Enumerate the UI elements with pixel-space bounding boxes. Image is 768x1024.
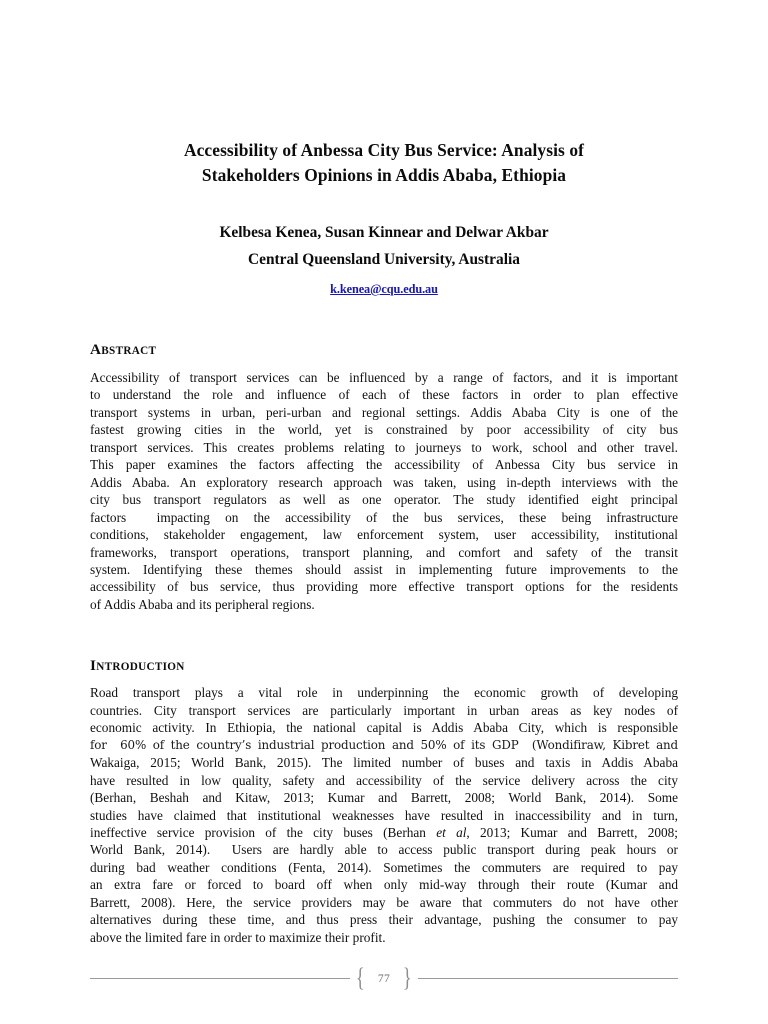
abstract-heading-initial: A	[90, 341, 102, 358]
title-line-1: Accessibility of Anbessa City Bus Service: Analysis of	[183, 140, 585, 160]
introduction-line: Wakaiga, 2015; World Bank, 2015). The limited number of buses and taxis in Addis Ababa	[90, 755, 678, 771]
abstract-last-line: of Addis Ababa and its peripheral regions.	[90, 596, 315, 612]
abstract-line: conditions, stakeholder engagement, law enforcement system, user accessibility, institutional	[90, 527, 678, 543]
page-footer	[90, 963, 678, 993]
introduction-paragraph	[90, 675, 678, 946]
introduction-line: World Bank, 2014). Users are hardly able to access public transport during peak hours or	[90, 842, 678, 858]
author-email-link[interactable]: k.kenea@cqu.edu.au	[330, 282, 438, 296]
introduction-line: Road transport plays a vital role in underpinning the economic growth of developing	[90, 685, 678, 701]
author-email-line	[90, 273, 678, 297]
brace-open-glyph: {	[356, 963, 366, 992]
paper-title	[90, 0, 678, 188]
citation-et-al: et al	[436, 824, 467, 840]
citation-text-before: ineffective service provision of the city buses (Berhan	[90, 824, 437, 840]
abstract-line: factors impacting on the accessibility of the bus services, these being infrastructure	[90, 509, 678, 525]
section-heading-introduction	[90, 613, 678, 675]
footer-rule-right	[418, 978, 678, 979]
introduction-citation-line	[90, 824, 678, 841]
author-block	[90, 188, 678, 297]
abstract-line: This paper examines the factors affecting the accessibility of Anbessa City bus service in	[90, 457, 678, 473]
introduction-line: alternatives during these time, and thus press their advantage, pushing the consumer to pay	[90, 912, 678, 928]
page-content	[90, 0, 678, 946]
abstract-heading-rest: BSTRACT	[101, 345, 157, 357]
citation-text-after: , 2013; Kumar and Barrett, 2008;	[466, 824, 678, 840]
introduction-line: an extra fare or forced to board off when only mid-way through their route (Kumar and	[90, 877, 678, 893]
abstract-line: transport services. This creates problems relating to journeys to work, school and other travel.	[90, 439, 678, 455]
section-heading-abstract	[90, 297, 678, 359]
abstract-line: accessibility of bus service, thus providing more effective transport options for the residents	[90, 579, 678, 595]
abstract-line: Addis Ababa. An exploratory research approach was taken, using in-depth interviews with the	[90, 474, 678, 490]
abstract-line: frameworks, transport operations, transport planning, and comfort and safety of the transit	[90, 544, 678, 560]
introduction-line: studies have claimed that institutional weaknesses have resulted in inaccessibility and in turn,	[90, 807, 678, 823]
author-names: Kelbesa Kenea, Susan Kinnear and Delwar Akbar	[219, 224, 549, 241]
abstract-line: system. Identifying these themes should assist in implementing future improvements to the	[90, 561, 678, 577]
introduction-line: have resulted in low quality, safety and accessibility of the service delivery across the city	[90, 772, 678, 788]
introduction-line: (Berhan, Beshah and Kitaw, 2013; Kumar and Barrett, 2008; World Bank, 2014). Some	[90, 790, 678, 806]
page-number: 77	[377, 971, 391, 985]
abstract-line: Accessibility of transport services can be influenced by a range of factors, and it is important	[90, 370, 678, 385]
abstract-line: city bus transport regulators as well as one operator. The study identified eight principal	[90, 492, 678, 508]
abstract-line: fastest growing cities in the world, yet is constrained by poor accessibility of city bus	[90, 422, 678, 438]
brace-close-glyph: }	[402, 963, 412, 992]
introduction-line: during bad weather conditions (Fenta, 2014). Sometimes the commuters are required to pay	[90, 859, 678, 875]
introduction-heading-initial: I	[90, 657, 97, 675]
introduction-heading-rest: NTRODUCTION	[96, 661, 185, 674]
introduction-line: countries. City transport services are particularly important in urban areas as key nodes of	[90, 702, 678, 718]
introduction-line: economic activity. In Ethiopia, the national capital is Addis Ababa City, which is responsible	[90, 720, 678, 736]
introduction-line-substituted-font: for 60% of the country’s industrial production and 50% of its GDP (Wondifiraw, Kibret and	[90, 737, 678, 752]
abstract-line: to understand the role and influence of each of these factors in order to plan effective	[90, 387, 678, 403]
title-line-2: Stakeholders Opinions in Addis Ababa, Ethiopia	[201, 165, 567, 185]
page-number-badge	[350, 965, 417, 991]
introduction-last-line: above the limited fare in order to maximize their profit.	[90, 929, 386, 945]
abstract-paragraph	[90, 359, 678, 613]
introduction-line: Barrett, 2008). Here, the service providers may be aware that commuters do not have other	[90, 894, 678, 910]
author-affiliation: Central Queensland University, Australia	[248, 251, 520, 268]
abstract-line: transport systems in urban, peri-urban and regional settings. Addis Ababa City is one of the	[90, 404, 678, 420]
footer-rule-left	[90, 978, 350, 979]
